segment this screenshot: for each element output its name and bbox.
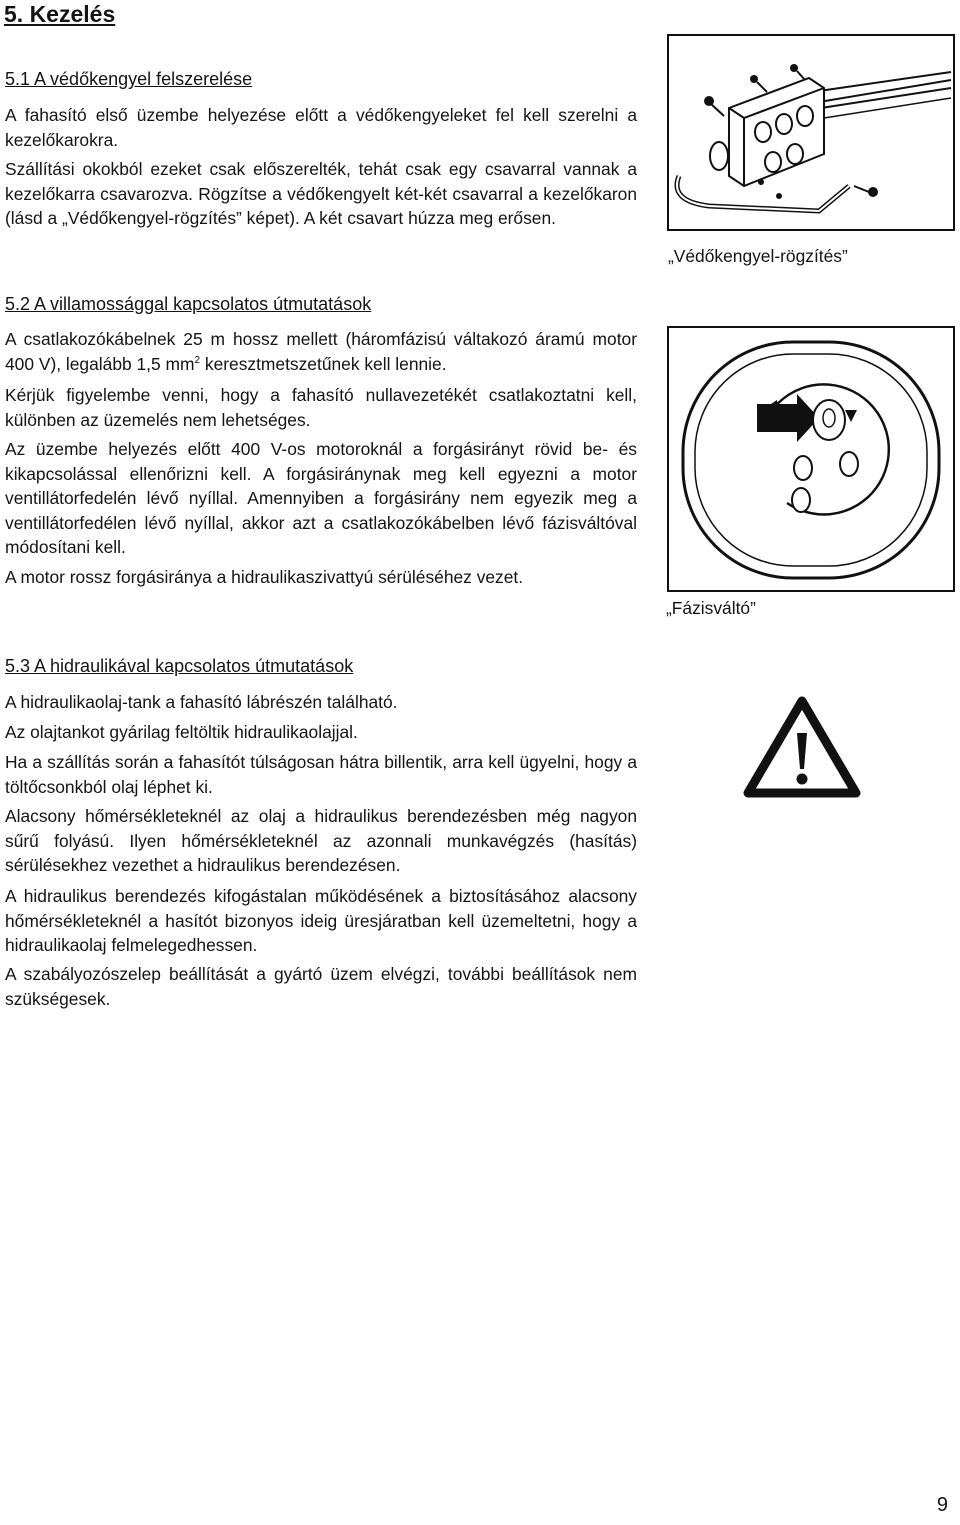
section-heading-5-3: 5.3 A hidraulikával kapcsolatos útmutatások	[5, 656, 354, 676]
paragraph: Az üzembe helyezés előtt 400 V-os motoroknál a forgásirányt rövid be- és kikapcsolással ellenőrizni kell. A forgásiránynak meg kell egyezni a motor ventillátorfedelén lévő nyíllal. Amennyiben a forgásirány nem egyezik meg a ventillátorfedélen lévő nyíllal, akkor azt a csatlakozókábelben lévő fázisváltóval módosítani kell.	[5, 439, 637, 557]
paragraph: A csatlakozókábelnek 25 m hossz mellett (háromfázisú váltakozó áramú motor 400 V), legalább 1,5 $mm^2$ keresztmetszetűnek kell lennie.	[5, 329, 637, 374]
warning-triangle-icon	[742, 695, 862, 799]
paragraph: A szabályozószelep beállítását a gyártó üzem elvégzi, további beállítások nem szükségesek.	[5, 964, 637, 1009]
paragraph: A fahasító első üzembe helyezése előtt a védőkengyeleket fel kell szerelni a kezelőkarokra.	[5, 105, 637, 150]
figure-caption: „Fázisváltó”	[666, 598, 756, 618]
superscript: 2	[194, 354, 201, 366]
section-heading-5-2: 5.2 A villamossággal kapcsolatos útmutatások	[5, 294, 372, 314]
page-title: 5. Kezelés	[4, 1, 116, 27]
paragraph: Szállítási okokból ezeket csak előszerelték, tehát csak egy csavarral vannak a kezelőkarra csavarozva. Rögzítse a védőkengyelt két-két csavarral a kezelőkaron (lásd a „Védőkengyel-rögzítés” képet). A két csavart húzza meg erősen.	[5, 159, 637, 228]
guard-bracket-figure	[667, 34, 955, 231]
paragraph: A motor rossz forgásiránya a hidraulikaszivattyú sérüléséhez vezet.	[5, 567, 524, 587]
guard-bracket-illustration	[669, 36, 953, 229]
section-heading-5-1: 5.1 A védőkengyel felszerelése	[5, 69, 253, 89]
paragraph: A hidraulikus berendezés kifogástalan működésének a biztosításához alacsony hőmérsékleteknél a hasítót bizonyos ideig üresjáratban kell üzemeltetni, hogy a hidraulikaolaj felmelegedhessen.	[5, 886, 637, 955]
paragraph: Az olajtankot gyárilag feltöltik hidraulikaolajjal.	[5, 722, 358, 742]
paragraph: Alacsony hőmérsékleteknél az olaj a hidraulikus berendezésben még nagyon sűrű folyású. Ilyen hőmérsékleteknél az azonnali munkavégzés (hasítás) sérülésekhez vezethet a hidraulikus berendezésen.	[5, 806, 637, 875]
paragraph: Kérjük figyelembe venni, hogy a fahasító nullavezetékét csatlakoztatni kell, különben az üzemelés nem lehetséges.	[5, 385, 637, 430]
phase-inverter-figure	[667, 326, 955, 592]
paragraph: A hidraulikaolaj-tank a fahasító lábrészén található.	[5, 692, 398, 712]
paragraph: Ha a szállítás során a fahasítót túlságosan hátra billentik, arra kell ügyelni, hogy a töltőcsonkból olaj léphet ki.	[5, 752, 637, 797]
page-number: 9	[936, 1494, 948, 1516]
phase-inverter-illustration	[669, 328, 953, 590]
figure-caption: „Védőkengyel-rögzítés”	[668, 246, 848, 266]
